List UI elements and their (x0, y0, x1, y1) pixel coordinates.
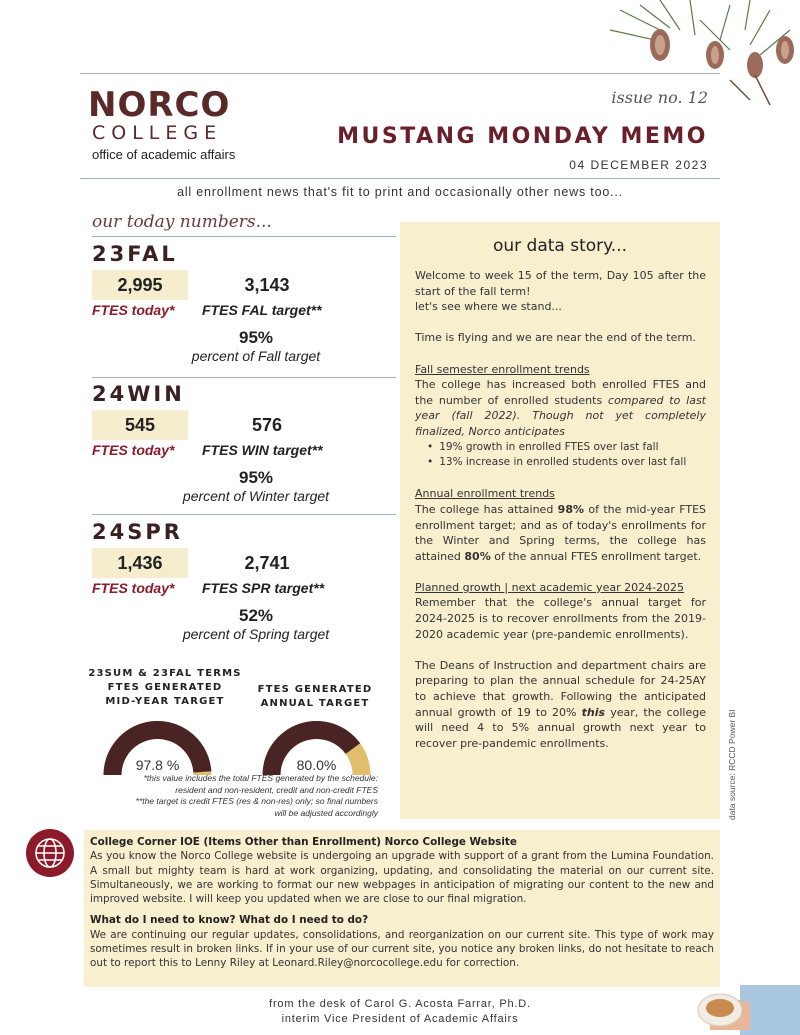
term-name: 23FAL (92, 242, 178, 266)
issue-number: issue no. 12 (611, 88, 708, 107)
annual-trends-heading: Annual enrollment trends (415, 487, 555, 501)
today-numbers-heading: our today numbers... (92, 212, 272, 232)
gauge-title-line: FTES GENERATED (107, 682, 223, 693)
deans-text (415, 658, 706, 752)
norco-college-logo (88, 85, 258, 162)
gauge-title-line: ANNUAL TARGET (260, 698, 370, 709)
gauge-value-label: 80.0% (296, 757, 337, 773)
today-rule (92, 236, 396, 237)
ftes-target-value: 3,143 (244, 275, 290, 295)
logo-office: office of academic affairs (92, 147, 236, 162)
term-rule (92, 377, 396, 378)
gauge-midyear (100, 718, 215, 778)
story-p1: Time is flying and we are near the end of the term. (415, 331, 696, 345)
percent-value: 52% (238, 606, 274, 625)
annual-text-e: of the annual FTES enrollment target. (490, 549, 702, 563)
footer-line1: from the desk of Carol G. Acosta Farrar, Ph.D. (269, 998, 531, 1010)
fall-trends-text (415, 377, 706, 439)
ftes-today-value: 545 (92, 410, 188, 440)
gauge-title-line: MID-YEAR TARGET (105, 696, 225, 707)
top-rule (80, 73, 720, 74)
bullet-item: • 19% growth in enrolled FTES over last fall (427, 440, 706, 456)
footnote-line: *this value includes the total FTES generated by the schedule: (143, 773, 378, 783)
ftes-target-label: FTES FAL target** (202, 302, 322, 318)
memo-title: MUSTANG MONDAY MEMO (337, 124, 708, 149)
data-story-panel (400, 222, 720, 819)
gauge-title-line: FTES GENERATED (257, 684, 373, 695)
ftes-target-value: 2,741 (244, 553, 290, 573)
college-corner-p2: We are continuing our regular updates, consolidations, and reorganization on our current site. This type of work may sometimes result in broken links. If in your use of our current site, you notice any broken links, do not hesitate to reach out to report this to Lenny Riley at Leonard.Riley@norcocollege.edu for correction. (90, 928, 714, 970)
deans-text-c: year, the college will need 4 to 5% annual growth next year to recover pre-pandemic enrollments. (415, 705, 706, 750)
ftes-target-label: FTES WIN target** (202, 442, 323, 458)
ftes-today-label: FTES today* (92, 580, 175, 596)
logo-college: COLLEGE (92, 122, 223, 144)
annual-trends-text (415, 502, 706, 564)
term-block-24spr (92, 520, 380, 642)
term-rule (92, 514, 396, 515)
college-corner-panel (84, 830, 720, 987)
gauge-annual (259, 718, 374, 778)
logo-norco: NORCO (88, 85, 231, 125)
footer-line2: interim Vice President of Academic Affairs (281, 1013, 519, 1025)
ftes-today-label: FTES today* (92, 442, 175, 458)
percent-label: percent of Winter target (182, 488, 330, 504)
footnote-line: **the target is credit FTES (res & non-res) only; so final numbers (135, 796, 378, 806)
percent-label: percent of Fall target (191, 348, 321, 364)
tagline: all enrollment news that's fit to print and occasionally other news too... (177, 185, 623, 199)
term-block-24win (92, 382, 380, 504)
deans-text-a: The Deans of Instruction and department chairs are preparing to plan the annual schedule for 24-25AY to achieve that growth. Following the anticipated annual growth of 19 to 20% (415, 658, 706, 719)
fall-text-a: The college has increased both enrolled FTES and the number of enrolled students (415, 378, 706, 407)
percent-value: 95% (238, 468, 274, 487)
fall-text-b: compared to last year (fall 2022). Though not yet completely finalized, Norco anticipates (415, 393, 706, 438)
signature-footer (0, 997, 800, 1027)
header-rule (80, 178, 720, 179)
term-name: 24SPR (92, 520, 183, 544)
fall-trends-heading: Fall semester enrollment trends (415, 362, 590, 376)
footnote-line: resident and non-resident, credit and non-credit FTES (175, 784, 378, 795)
college-corner-p1: As you know the Norco College website is undergoing an upgrade with support of a grant from the Lumina Foundation. A small but mighty team is hard at work organizing, updating, and consolidating the material on our current site. Simultaneously, we are working to format our new webpages in anticipation of migrating our content to the new and improved website. I will keep you updated when we are close to our final migration. (90, 850, 714, 906)
footnote-line: will be adjusted accordingly (274, 807, 378, 818)
gauge-midyear-title (80, 667, 250, 709)
annual-pct-annual: 80% (464, 549, 491, 563)
memo-date: 04 DECEMBER 2023 (569, 158, 708, 172)
footnotes (92, 773, 378, 819)
story-intro: Welcome to week 15 of the term, Day 105 after the start of the fall term! (415, 269, 706, 298)
ftes-today-value: 2,995 (92, 270, 188, 300)
annual-text-c: of the mid-year FTES enrollment target; and as of today's enrollments for the Winter and Spring terms, the college has attained (415, 502, 706, 563)
college-corner-question: What do I need to know? What do I need to do? (90, 914, 369, 927)
gauge-title-line: 23SUM & 23FAL TERMS (88, 668, 242, 679)
fall-bullets (415, 440, 706, 471)
globe-icon (26, 829, 74, 877)
annual-text-a: The college has attained (415, 502, 558, 516)
percent-value: 95% (238, 328, 274, 347)
annual-pct-midyear: 98% (557, 502, 585, 516)
gauge-value-label: 97.8 % (135, 757, 180, 773)
planned-growth-text: Remember that the college's annual target for 2024-2025 is to recover enrollments from the 2019-2020 academic year (pre-pandemic enrollments). (415, 596, 706, 641)
data-story-title: our data story... (492, 236, 628, 256)
bullet-item: • 13% increase in enrolled students over last fall (427, 455, 706, 471)
data-source-note: data source: RCCD Power BI (727, 709, 737, 820)
gauge-annual-title (255, 683, 375, 711)
planned-growth-heading: Planned growth | next academic year 2024-2025 (415, 580, 685, 594)
percent-label: percent of Spring target (182, 626, 330, 642)
deans-this: this (581, 705, 606, 719)
ftes-target-value: 576 (251, 415, 283, 435)
ftes-today-label: FTES today* (92, 302, 175, 318)
term-block-23fal (92, 242, 380, 364)
term-name: 24WIN (92, 382, 185, 406)
college-corner-heading: College Corner IOE (Items Other than Enrollment) Norco College Website (90, 836, 517, 848)
ftes-target-label: FTES SPR target** (202, 580, 325, 596)
ftes-today-value: 1,436 (92, 548, 188, 578)
story-intro2: let's see where we stand... (415, 300, 562, 314)
